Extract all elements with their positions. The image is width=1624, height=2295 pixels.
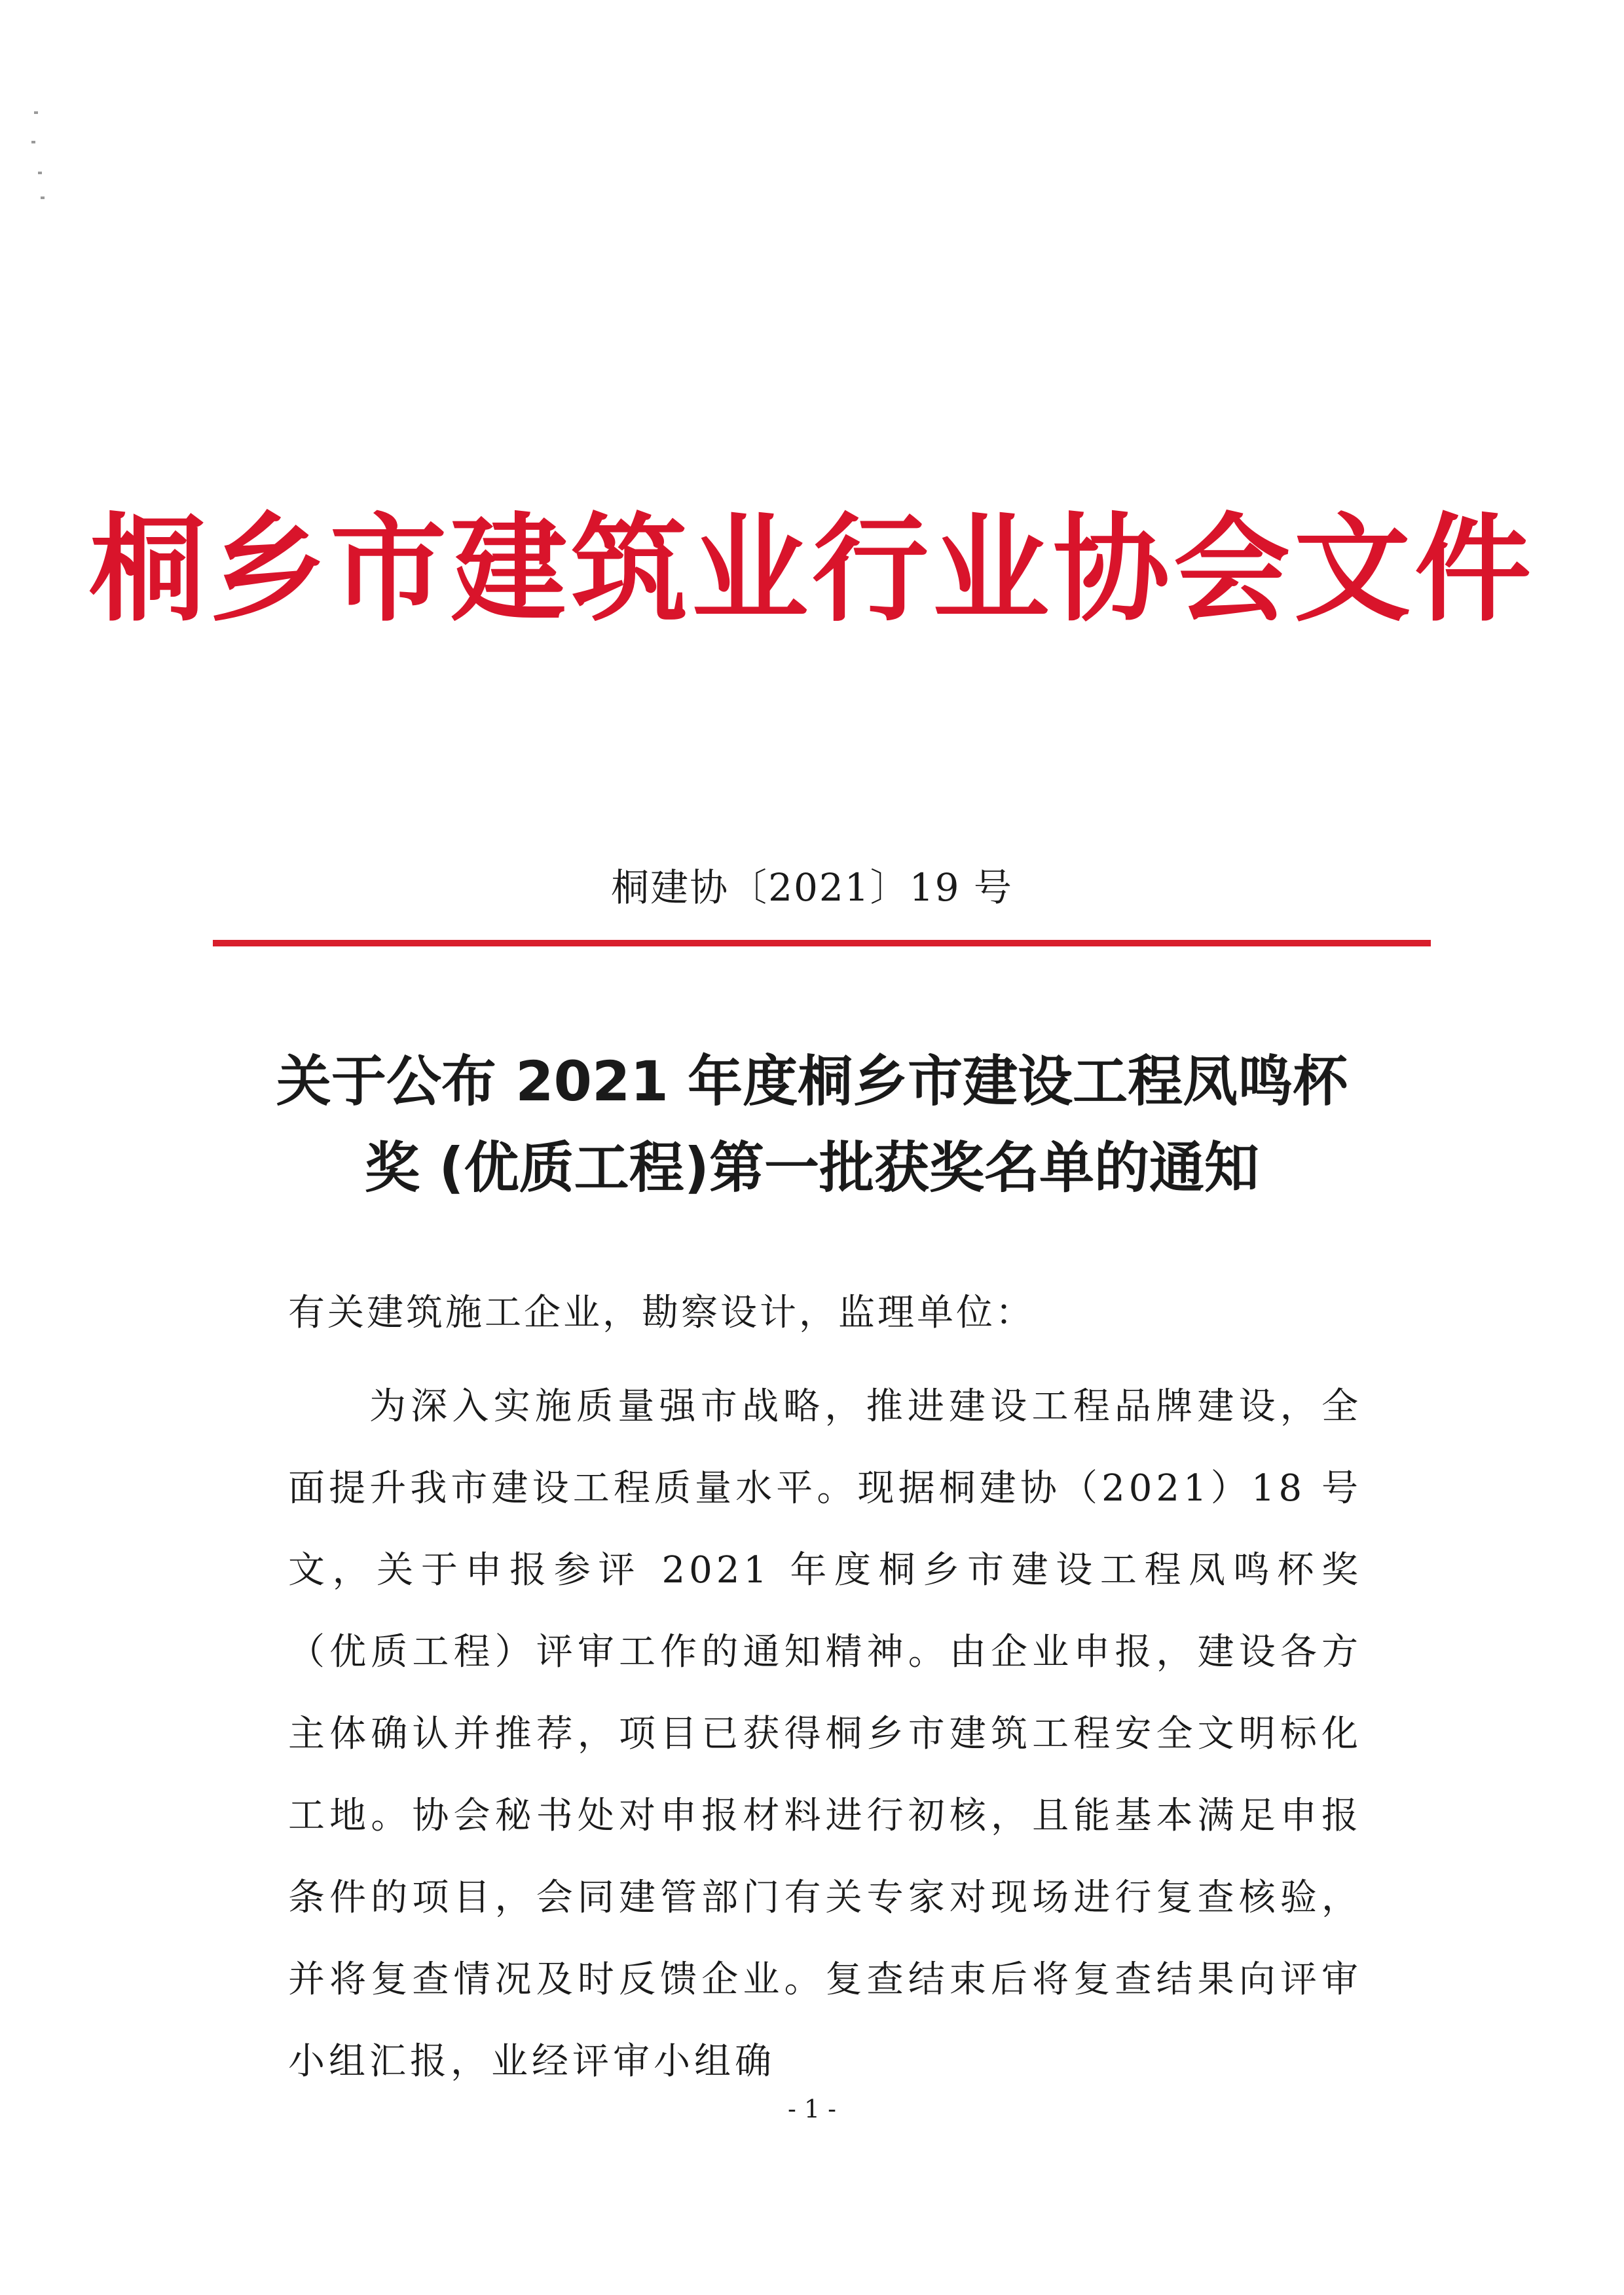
notice-title-line-2: 奖 (优质工程)第一批获奖名单的通知: [364, 1136, 1260, 1200]
body-paragraph: 为深入实施质量强市战略，推进建设工程品牌建设，全面提升我市建设工程质量水平。现据桐建协（2021）18 号文，关于申报参评 2021 年度桐乡市建设工程凤鸣杯奖（优质工程）评审工作的通知精神。由企业申报，建设各方主体确认并推荐，项目已获得桐乡市建筑工程安全文明标化工地。协会秘书处对申报材料进行初核，且能基本满足申报条件的项目，会同建管部门有关专家对现场进行复查核验，并将复查情况及时反馈企业。复查结束后将复查结果向评审小组汇报，业经评审小组确: [288, 1385, 1362, 2083]
scan-speck: [38, 172, 42, 174]
page-number: - 1 -: [787, 2095, 836, 2123]
scan-speck: [34, 111, 38, 114]
document-number: 桐建协〔2021〕19 号: [611, 865, 1013, 910]
red-divider-rule: [213, 940, 1431, 946]
issuer-title: 桐乡市建筑业行业协会文件: [89, 502, 1535, 637]
notice-title: [249, 1038, 1375, 1211]
scan-speck: [41, 196, 45, 199]
notice-title-line-1: 关于公布 2021 年度桐乡市建设工程凤鸣杯: [276, 1049, 1348, 1113]
salutation: 有关建筑施工企业，勘察设计，监理单位：: [288, 1292, 1035, 1334]
scan-speck: [31, 141, 35, 143]
